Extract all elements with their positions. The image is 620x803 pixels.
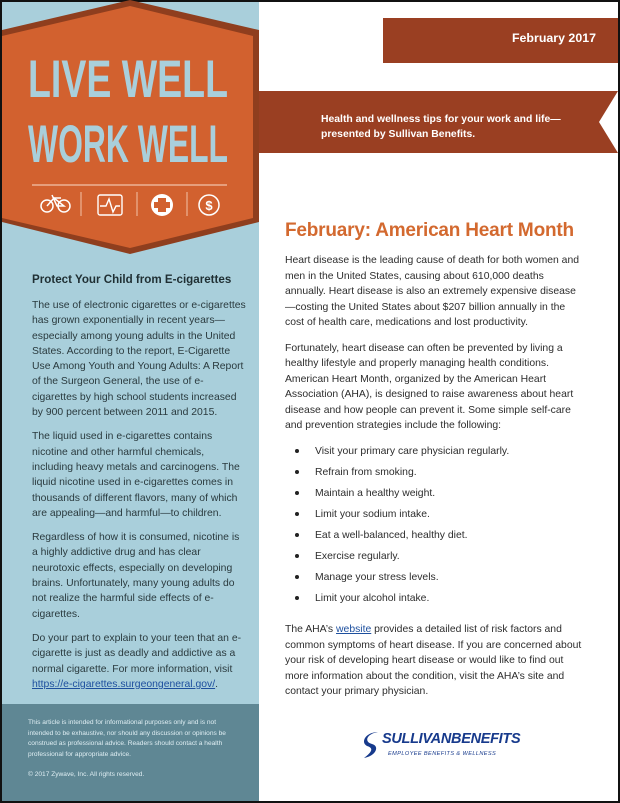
main-article [285, 253, 585, 710]
date-banner [383, 18, 618, 63]
main-article-title: February: American Heart Month [285, 220, 574, 241]
closing-suffix: provides a detailed list of risk factors and common symptoms of heart disease. If you are concerned about your risk of developing heart disease or would like to find out more information about the condition, visit the AHA’s site and contact your primary physician. [285, 624, 582, 698]
list-item: Manage your stress levels. [285, 570, 585, 591]
brand-name: SULLIVANBENEFITS [382, 731, 521, 747]
issue-date: February 2017 [511, 31, 596, 45]
prevention-list [285, 444, 585, 613]
list-item: Limit your sodium intake. [285, 507, 585, 528]
live-well-work-well-logo [2, 2, 259, 255]
list-item: Eat a well-balanced, healthy diet. [285, 528, 585, 549]
sidebar-paragraph-last [32, 631, 247, 692]
list-item: Maintain a healthy weight. [285, 486, 585, 507]
sidebar-paragraph: The liquid used in e-cigarettes contains nicotine and other harmful chemicals, including heavy metals and carcinogens. The liquid nicotine used in e-cigarettes comes in thousands of different flavors, many of which are appealing—and harmful—to children. [32, 431, 240, 519]
svg-text:$: $ [205, 198, 213, 213]
closing-paragraph [285, 622, 585, 700]
list-item: Visit your primary care physician regularly. [285, 444, 585, 465]
logo-line-1: LIVE WELL [28, 50, 228, 109]
ribbon-tail [575, 91, 618, 153]
medical-cross-icon [151, 194, 173, 216]
disclaimer-text: This article is intended for informational purposes only and is not intended to be exhaustive, nor should any discussion or opinions be construed as professional advice. Readers should contact a health professional for appropriate advice. [28, 719, 226, 758]
logo-line-2: WORK WELL [28, 115, 228, 174]
aha-website-link[interactable]: website [336, 624, 372, 636]
main-paragraph: Fortunately, heart disease can often be prevented by living a healthy lifestyle and properly managing health conditions. American Heart Month, organized by the American Heart Association (AHA), is designed to raise awareness about heart disease and how people can prevent it. Some simple self-care and prevention strategies include the following: [285, 342, 574, 431]
sidebar-paragraph: The use of electronic cigarettes or e-cigarettes has grown exponentially in recent years—especially among young adults in the United States. According to the report, E-Cigarette Use Among Youth and Young Adults: A Report of the Surgeon General, the use of e-cigarettes by high school students increased by 900 percent between 2011 and 2015. [32, 300, 246, 419]
closing-prefix: The AHA’s [285, 624, 334, 636]
main-paragraph: Heart disease is the leading cause of death for both women and men in the United States, causing about 610,000 deaths annually. Heart disease is also an extremely expensive disease—costing the United States about $207 billion annually in the cost of health care, medications and lost productivity. [285, 255, 580, 328]
list-item: Limit your alcohol intake. [285, 591, 585, 612]
disclaimer-footer [2, 704, 259, 801]
sidebar-article [32, 298, 247, 701]
brand-subtitle: EMPLOYEE BENEFITS & WELLNESS [388, 751, 497, 757]
list-item: Refrain from smoking. [285, 465, 585, 486]
surgeon-general-link[interactable]: https://e-cigarettes.surgeongeneral.gov/ [32, 678, 216, 690]
sidebar-heading: Protect Your Child from E-cigarettes [32, 273, 232, 286]
sidebar-last-text: Do your part to explain to your teen that an e-cigarette is just as deadly and addictive as a normal cigarette. For more information, visit [32, 632, 242, 675]
sullivan-benefits-logo [360, 726, 520, 766]
sullivan-swoosh-icon [360, 728, 384, 762]
sidebar-paragraph: Regardless of how it is consumed, nicotine is a highly addictive drug and has clear neurotoxic effects, especially on developing brains. Unfortunately, many young adults do not realize the harmful side effects of e-cigarettes. [32, 532, 240, 620]
copyright-text: © 2017 Zywave, Inc. All rights reserved. [28, 771, 145, 778]
sidebar-link-suffix: . [215, 678, 218, 690]
tagline-banner [259, 91, 575, 153]
list-item: Exercise regularly. [285, 549, 585, 570]
tagline: Health and wellness tips for your work and life—presented by Sullivan Benefits. [321, 114, 561, 140]
